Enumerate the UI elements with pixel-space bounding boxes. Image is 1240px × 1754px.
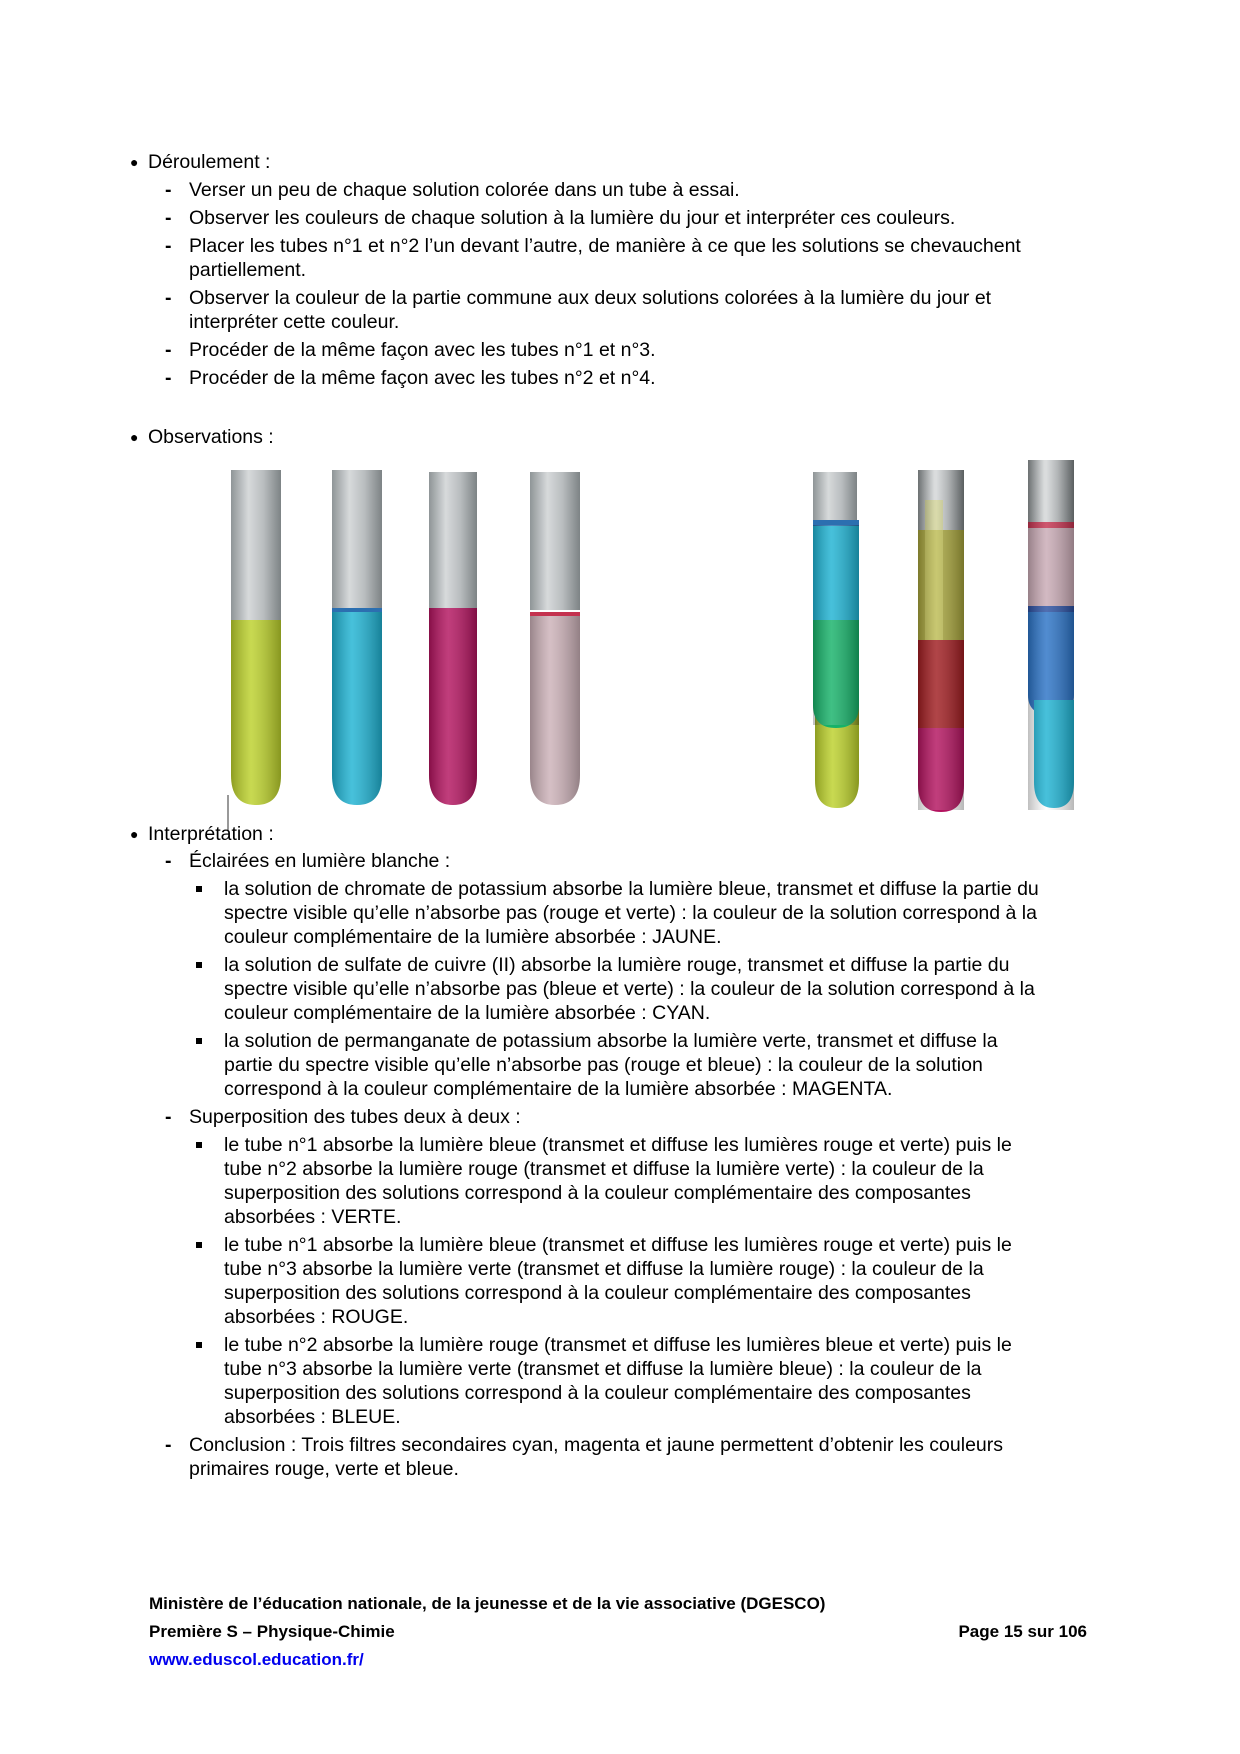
white-light-heading: Éclairées en lumière blanche : xyxy=(189,850,451,872)
tube-yellow xyxy=(231,470,281,805)
tubes-pair-2-4 xyxy=(1028,460,1074,810)
bullet-icon: ● xyxy=(130,154,139,170)
list-item: le tube n°2 absorbe la lumière rouge (transmet et diffuse les lumières bleue et verte) puis le tube n°3 absorbe la lumière verte (transmet et diffuse la lumière bleue) : la couleur de la superposition des solutions correspond à la couleur complémentaire des composantes absorbées : BLEUE. xyxy=(189,1333,1040,1429)
white-light-items xyxy=(189,877,1040,1101)
list-item: la solution de chromate de potassium absorbe la lumière bleue, transmet et diffuse la partie du spectre visible qu’elle n’absorbe pas (rouge et verte) : la couleur de la solution correspond à la couleur complémentaire de la lumière absorbée : JAUNE. xyxy=(189,877,1040,949)
superposition-heading: Superposition des tubes deux à deux : xyxy=(189,1106,521,1128)
list-item: le tube n°1 absorbe la lumière bleue (transmet et diffuse les lumières rouge et verte) puis le tube n°3 absorbe la lumière verte (transmet et diffuse la lumière rouge) : la couleur de la superposition des solutions correspond à la couleur complémentaire des composantes absorbées : ROUGE. xyxy=(189,1233,1040,1329)
footer-ministry: Ministère de l’éducation nationale, de la jeunesse et de la vie associative (DGESCO) xyxy=(149,1594,826,1613)
bullet-icon: ● xyxy=(130,826,139,842)
list-item: la solution de sulfate de cuivre (II) absorbe la lumière rouge, transmet et diffuse la partie du spectre visible qu’elle n’absorbe pas (bleue et verte) : la couleur de la solution correspond à la couleur complémentaire de la lumière absorbée : CYAN. xyxy=(189,953,1040,1025)
test-tubes-photo xyxy=(0,0,1240,840)
tubes-pair-1-3 xyxy=(918,470,964,812)
tube-cyan xyxy=(332,470,382,805)
tube-magenta xyxy=(429,472,477,805)
footer-course: Première S – Physique-Chimie xyxy=(149,1622,395,1641)
page-number: Page 15 sur 106 xyxy=(958,1622,1087,1641)
bullet-icon: ● xyxy=(130,429,139,445)
list-item: - Procéder de la même façon avec les tubes n°2 et n°4. xyxy=(160,366,1040,390)
interpretation-list xyxy=(160,849,1040,1485)
deroulement-steps xyxy=(160,178,1040,394)
list-item: - Observer la couleur de la partie commune aux deux solutions colorées à la lumière du jour et interpréter cette couleur. xyxy=(160,286,1040,334)
list-item xyxy=(160,849,1040,1101)
conclusion: - Conclusion : Trois filtres secondaires cyan, magenta et jaune permettent d’obtenir les couleurs primaires rouge, verte et bleue. xyxy=(160,1433,1040,1481)
tube-pale-pink xyxy=(530,472,580,805)
tubes-pair-1-2 xyxy=(813,472,859,808)
list-item: la solution de permanganate de potassium absorbe la lumière verte, transmet et diffuse la partie du spectre visible qu’elle n’absorbe pas (rouge et bleue) : la couleur de la solution correspond à la couleur complémentaire de la lumière absorbée : MAGENTA. xyxy=(189,1029,1040,1101)
superposition-items xyxy=(189,1133,1040,1429)
list-item: - Procéder de la même façon avec les tubes n°1 et n°3. xyxy=(160,338,1040,362)
deroulement-heading: ● Déroulement : xyxy=(130,151,271,173)
list-item: - Placer les tubes n°1 et n°2 l’un devant l’autre, de manière à ce que les solutions se chevauchent partiellement. xyxy=(160,234,1040,282)
list-item: - Observer les couleurs de chaque solution à la lumière du jour et interpréter ces couleurs. xyxy=(160,206,1040,230)
list-item xyxy=(160,1105,1040,1429)
observations-heading: ● Observations : xyxy=(130,426,274,448)
list-item: le tube n°1 absorbe la lumière bleue (transmet et diffuse les lumières rouge et verte) puis le tube n°2 absorbe la lumière rouge (transmet et diffuse la lumière verte) : la couleur de la superposition des solutions correspond à la couleur complémentaire des composantes absorbées : VERTE. xyxy=(189,1133,1040,1229)
footer-link[interactable]: www.eduscol.education.fr/ xyxy=(149,1650,364,1669)
interpretation-heading: ● Interprétation : xyxy=(130,823,274,845)
list-item: - Verser un peu de chaque solution colorée dans un tube à essai. xyxy=(160,178,1040,202)
